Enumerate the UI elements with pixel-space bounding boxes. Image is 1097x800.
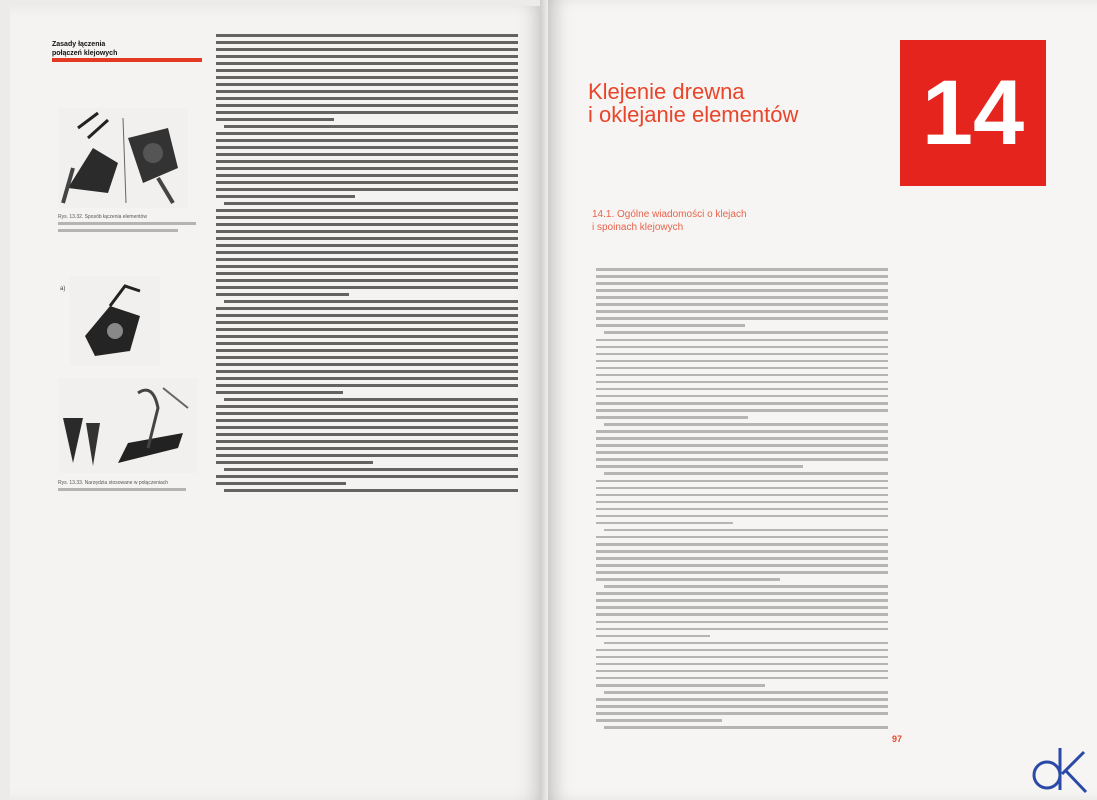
text-line xyxy=(216,426,518,429)
text-line xyxy=(596,317,888,320)
text-line xyxy=(216,90,518,93)
text-line xyxy=(216,482,346,485)
text-line xyxy=(216,132,518,135)
text-line xyxy=(596,712,888,715)
text-line xyxy=(216,265,518,268)
text-line xyxy=(216,307,518,310)
text-line xyxy=(596,578,780,581)
text-line xyxy=(596,613,888,616)
text-line xyxy=(596,367,888,370)
text-line xyxy=(216,272,518,275)
text-line xyxy=(224,202,518,205)
text-line xyxy=(596,346,888,349)
figure-woodworking-1 xyxy=(58,108,188,208)
text-line xyxy=(596,289,888,292)
text-line xyxy=(604,691,888,694)
sidebar-accent-bar xyxy=(52,58,202,62)
text-line xyxy=(216,48,518,51)
text-line xyxy=(596,268,888,271)
text-line xyxy=(216,216,518,219)
text-line xyxy=(216,41,518,44)
text-line xyxy=(596,515,888,518)
text-line xyxy=(216,139,518,142)
text-line xyxy=(216,279,518,282)
text-line xyxy=(604,726,888,729)
text-line xyxy=(604,331,888,334)
text-line xyxy=(216,55,518,58)
text-line xyxy=(216,384,518,387)
chapter-number-box xyxy=(900,40,1046,186)
figure-woodworking-3 xyxy=(58,378,198,473)
text-line xyxy=(596,480,888,483)
text-line xyxy=(596,719,722,722)
text-line xyxy=(216,419,518,422)
text-line xyxy=(596,430,888,433)
text-line xyxy=(596,592,888,595)
text-line xyxy=(596,416,748,419)
text-line xyxy=(216,363,518,366)
text-line xyxy=(596,550,888,553)
figure-woodworking-2 xyxy=(70,276,160,366)
text-line xyxy=(216,160,518,163)
text-line xyxy=(596,501,888,504)
text-line xyxy=(216,286,518,289)
text-line xyxy=(216,335,518,338)
text-line xyxy=(216,251,518,254)
text-line xyxy=(216,69,518,72)
text-line xyxy=(596,677,888,680)
text-line xyxy=(596,487,888,490)
text-line xyxy=(596,395,888,398)
text-line xyxy=(596,557,888,560)
text-line xyxy=(596,374,888,377)
figure-caption-1: Rys. 13.32. Sposób łączenia elementów xyxy=(58,214,147,220)
chapter-number: 14 xyxy=(921,62,1025,164)
text-line xyxy=(216,188,518,191)
text-line xyxy=(216,440,518,443)
text-line xyxy=(596,649,888,652)
text-line xyxy=(216,342,518,345)
text-line xyxy=(216,83,518,86)
text-line xyxy=(216,356,518,359)
text-line xyxy=(216,244,518,247)
chapter-title: Klejenie drewna i oklejanie elementów xyxy=(588,79,799,127)
text-line xyxy=(596,324,745,327)
section-title: 14.1. Ogólne wiadomości o klejach i spoinach klejowych xyxy=(592,209,747,233)
text-line xyxy=(596,388,888,391)
text-line xyxy=(596,360,888,363)
text-line xyxy=(216,328,518,331)
text-line xyxy=(596,705,888,708)
text-line xyxy=(216,153,518,156)
text-line xyxy=(224,125,518,128)
caption-line xyxy=(58,229,178,232)
text-line xyxy=(216,454,518,457)
text-line xyxy=(596,628,888,631)
text-line xyxy=(216,237,518,240)
text-line xyxy=(596,303,888,306)
text-line xyxy=(216,181,518,184)
text-line xyxy=(216,349,518,352)
text-line xyxy=(216,174,518,177)
text-line xyxy=(216,405,518,408)
text-line xyxy=(216,230,518,233)
text-line xyxy=(216,370,518,373)
text-line xyxy=(596,275,888,278)
page-number: 97 xyxy=(892,734,903,744)
text-line xyxy=(596,339,888,342)
text-line xyxy=(216,391,343,394)
text-line xyxy=(216,195,355,198)
caption-line xyxy=(58,222,196,225)
text-line xyxy=(216,104,518,107)
text-line xyxy=(216,223,518,226)
dk-logo-icon xyxy=(1028,744,1088,796)
text-line xyxy=(216,412,518,415)
text-line xyxy=(596,296,888,299)
text-line xyxy=(604,529,888,532)
text-line xyxy=(596,621,888,624)
text-line xyxy=(216,293,349,296)
text-line xyxy=(604,642,888,645)
text-line xyxy=(216,118,334,121)
text-line xyxy=(216,321,518,324)
text-line xyxy=(596,635,710,638)
text-line xyxy=(596,458,888,461)
text-line xyxy=(216,461,373,464)
text-line xyxy=(604,585,888,588)
text-line xyxy=(596,522,733,525)
text-line xyxy=(596,451,888,454)
text-line xyxy=(216,209,518,212)
text-line xyxy=(596,571,888,574)
caption-line xyxy=(58,488,186,491)
text-line xyxy=(216,475,518,478)
text-line xyxy=(596,409,888,412)
text-line xyxy=(596,663,888,666)
text-line xyxy=(596,402,888,405)
text-line xyxy=(596,508,888,511)
text-line xyxy=(596,353,888,356)
text-line xyxy=(216,34,518,37)
text-line xyxy=(596,282,888,285)
text-line xyxy=(216,447,518,450)
text-line xyxy=(596,536,888,539)
text-line xyxy=(224,300,518,303)
text-line xyxy=(216,62,518,65)
text-line xyxy=(596,698,888,701)
text-line xyxy=(596,437,888,440)
text-line xyxy=(596,599,888,602)
text-line xyxy=(224,489,518,492)
text-line xyxy=(216,167,518,170)
text-line xyxy=(596,670,888,673)
sidebar-heading: Zasady łączenia połączeń klejowych xyxy=(52,41,118,57)
text-line xyxy=(596,606,888,609)
text-line xyxy=(216,433,518,436)
text-line xyxy=(216,111,518,114)
text-line xyxy=(596,564,888,567)
text-line xyxy=(216,76,518,79)
text-line xyxy=(596,465,803,468)
text-line xyxy=(596,444,888,447)
figure-caption-3: Rys. 13.33. Narzędzia stosowane w połączeniach xyxy=(58,480,169,486)
text-line xyxy=(596,381,888,384)
text-line xyxy=(216,377,518,380)
text-line xyxy=(596,684,765,687)
text-line xyxy=(596,656,888,659)
figure-label-a: a) xyxy=(60,286,66,292)
text-line xyxy=(216,146,518,149)
text-line xyxy=(224,398,518,401)
text-line xyxy=(216,314,518,317)
text-line xyxy=(216,258,518,261)
text-line xyxy=(604,472,888,475)
text-line xyxy=(604,423,888,426)
text-line xyxy=(596,310,888,313)
text-line xyxy=(596,494,888,497)
text-line xyxy=(216,97,518,100)
text-line xyxy=(596,543,888,546)
text-line xyxy=(224,468,518,471)
